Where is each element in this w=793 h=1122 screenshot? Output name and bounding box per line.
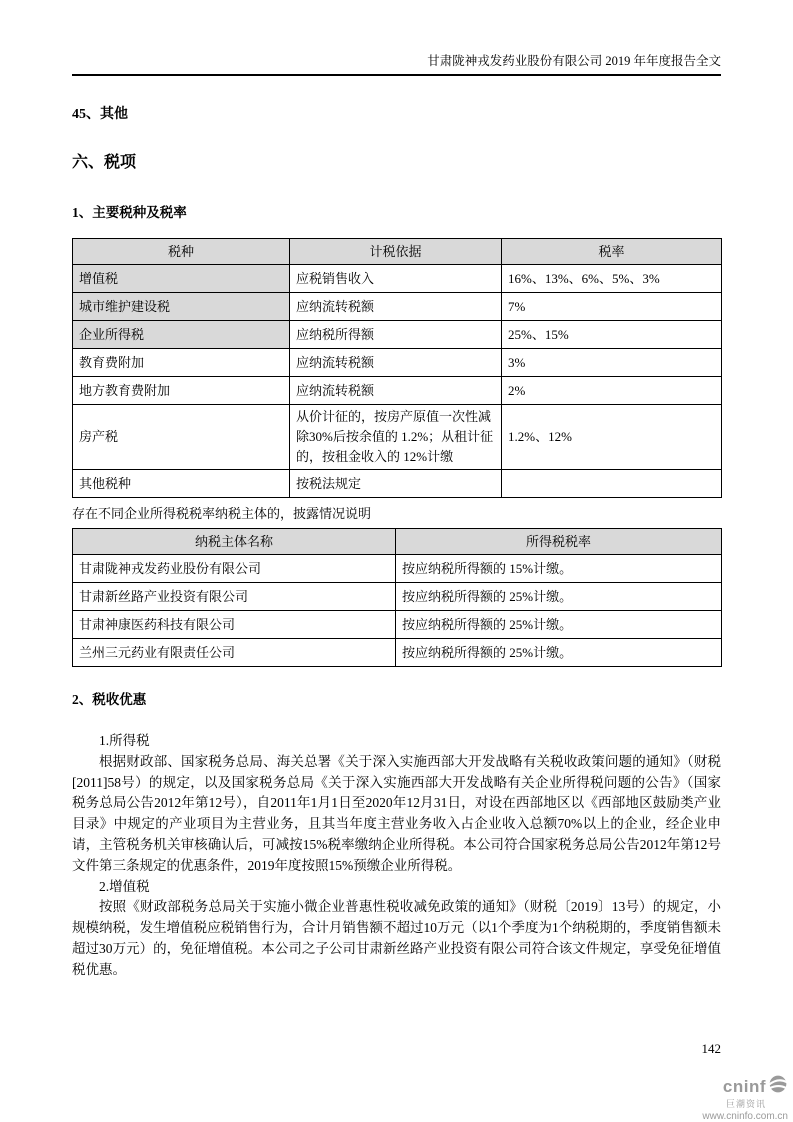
table-cell bbox=[502, 470, 722, 498]
disclosure-note: 存在不同企业所得税税率纳税主体的，披露情况说明 bbox=[72, 506, 372, 521]
table-cell: 应纳流转税额 bbox=[290, 293, 502, 321]
column-header-tax-type: 税种 bbox=[73, 239, 290, 265]
table-row bbox=[73, 377, 722, 405]
table-cell: 企业所得税 bbox=[73, 321, 290, 349]
table-cell: 1.2%、12% bbox=[502, 405, 722, 470]
table-cell: 应纳流转税额 bbox=[290, 377, 502, 405]
cninfo-logo bbox=[702, 1074, 788, 1122]
tax-entities-table bbox=[72, 528, 722, 667]
page-number: 142 bbox=[701, 1041, 721, 1056]
column-header-entity-name: 纳税主体名称 bbox=[73, 529, 396, 555]
table-cell: 应税销售收入 bbox=[290, 265, 502, 293]
table-cell: 应纳流转税额 bbox=[290, 349, 502, 377]
vat-paragraph: 按照《财政部税务总局关于实施小微企业普惠性税收减免政策的通知》（财税〔2019〕13号）的规定，小规模纳税，发生增值税应税销售行为，合计月销售额不超过10万元（以1个季度为1个纳税期的，季度销售额未超过30万元）的，免征增值税。本公司之子公司甘肃新丝路产业投资有限公司符合该文件规定，享受免征增值税优惠。 bbox=[72, 899, 721, 977]
table-cell: 按应纳税所得额的 15%计缴。 bbox=[396, 555, 722, 583]
income-tax-subtitle: 1.所得税 bbox=[99, 733, 150, 748]
heading-tax-preferences: 2、税收优惠 bbox=[72, 692, 147, 707]
table-row bbox=[73, 293, 722, 321]
table-cell: 兰州三元药业有限责任公司 bbox=[73, 639, 396, 667]
table-cell: 7% bbox=[502, 293, 722, 321]
cninfo-logo-subtitle: 巨潮资讯 bbox=[725, 1099, 766, 1109]
table-cell: 地方教育费附加 bbox=[73, 377, 290, 405]
tax-types-table bbox=[72, 238, 722, 498]
heading-section-taxes: 六、税项 bbox=[72, 154, 137, 171]
table-cell: 25%、15% bbox=[502, 321, 722, 349]
table-cell: 按税法规定 bbox=[290, 470, 502, 498]
heading-other-45: 45、其他 bbox=[72, 107, 128, 122]
table-cell: 按应纳税所得额的 25%计缴。 bbox=[396, 639, 722, 667]
table-cell: 增值税 bbox=[73, 265, 290, 293]
table-header-row bbox=[73, 239, 722, 265]
table-row bbox=[73, 639, 722, 667]
table-cell: 3% bbox=[502, 349, 722, 377]
income-tax-paragraph: 根据财政部、国家税务总局、海关总署《关于深入实施西部大开发战略有关税收政策问题的通知》（财税[2011]58号）的规定，以及国家税务总局《关于深入实施西部大开发战略有关企业所得税问题的公告》（国家税务总局公告2012年第12号），自2011年1月1日至2020年12月31日，对设在西部地区以《西部地区鼓励类产业目录》中规定的产业项目为主营业务，且其当年度主营业务收入占企业收入总额70%以上的企业，经企业申请，主管税务机关审核确认后，可减按15%税率缴纳企业所得税。本公司符合国家税务总局公告2012年第12号文件第三条规定的优惠条件，2019年度按照15%预缴企业所得税。 bbox=[72, 753, 721, 873]
table-cell: 按应纳税所得额的 25%计缴。 bbox=[396, 583, 722, 611]
table-header-row bbox=[73, 529, 722, 555]
column-header-income-tax-rate: 所得税税率 bbox=[396, 529, 722, 555]
table-cell: 2% bbox=[502, 377, 722, 405]
table-cell: 房产税 bbox=[73, 405, 290, 470]
table-row bbox=[73, 555, 722, 583]
table-cell: 应纳税所得额 bbox=[290, 321, 502, 349]
table-row bbox=[73, 611, 722, 639]
table-cell: 按应纳税所得额的 25%计缴。 bbox=[396, 611, 722, 639]
table-cell: 甘肃神康医药科技有限公司 bbox=[73, 611, 396, 639]
table-cell: 甘肃陇神戎发药业股份有限公司 bbox=[73, 555, 396, 583]
table-row bbox=[73, 583, 722, 611]
vat-subtitle: 2.增值税 bbox=[99, 878, 150, 894]
table-cell: 甘肃新丝路产业投资有限公司 bbox=[73, 583, 396, 611]
report-header-title: 甘肃陇神戎发药业股份有限公司 2019 年年度报告全文 bbox=[72, 0, 721, 76]
table-row bbox=[73, 349, 722, 377]
table-cell: 从价计征的，按房产原值一次性减除30%后按余值的 1.2%；从租计征的，按租金收入的 12%计缴 bbox=[290, 405, 502, 470]
cninfo-swirl-icon bbox=[768, 1074, 788, 1099]
table-cell: 16%、13%、6%、5%、3% bbox=[502, 265, 722, 293]
table-row bbox=[73, 470, 722, 498]
column-header-tax-basis: 计税依据 bbox=[290, 239, 502, 265]
cninfo-logo-url: www.cninfo.com.cn bbox=[702, 1111, 788, 1122]
cninfo-logo-text: cninf bbox=[722, 1076, 766, 1096]
table-row bbox=[73, 405, 722, 470]
table-cell: 教育费附加 bbox=[73, 349, 290, 377]
table-row bbox=[73, 321, 722, 349]
table-cell: 其他税种 bbox=[73, 470, 290, 498]
table-row bbox=[73, 265, 722, 293]
heading-main-taxes: 1、主要税种及税率 bbox=[72, 205, 187, 220]
column-header-tax-rate: 税率 bbox=[502, 239, 722, 265]
table-cell: 城市维护建设税 bbox=[73, 293, 290, 321]
